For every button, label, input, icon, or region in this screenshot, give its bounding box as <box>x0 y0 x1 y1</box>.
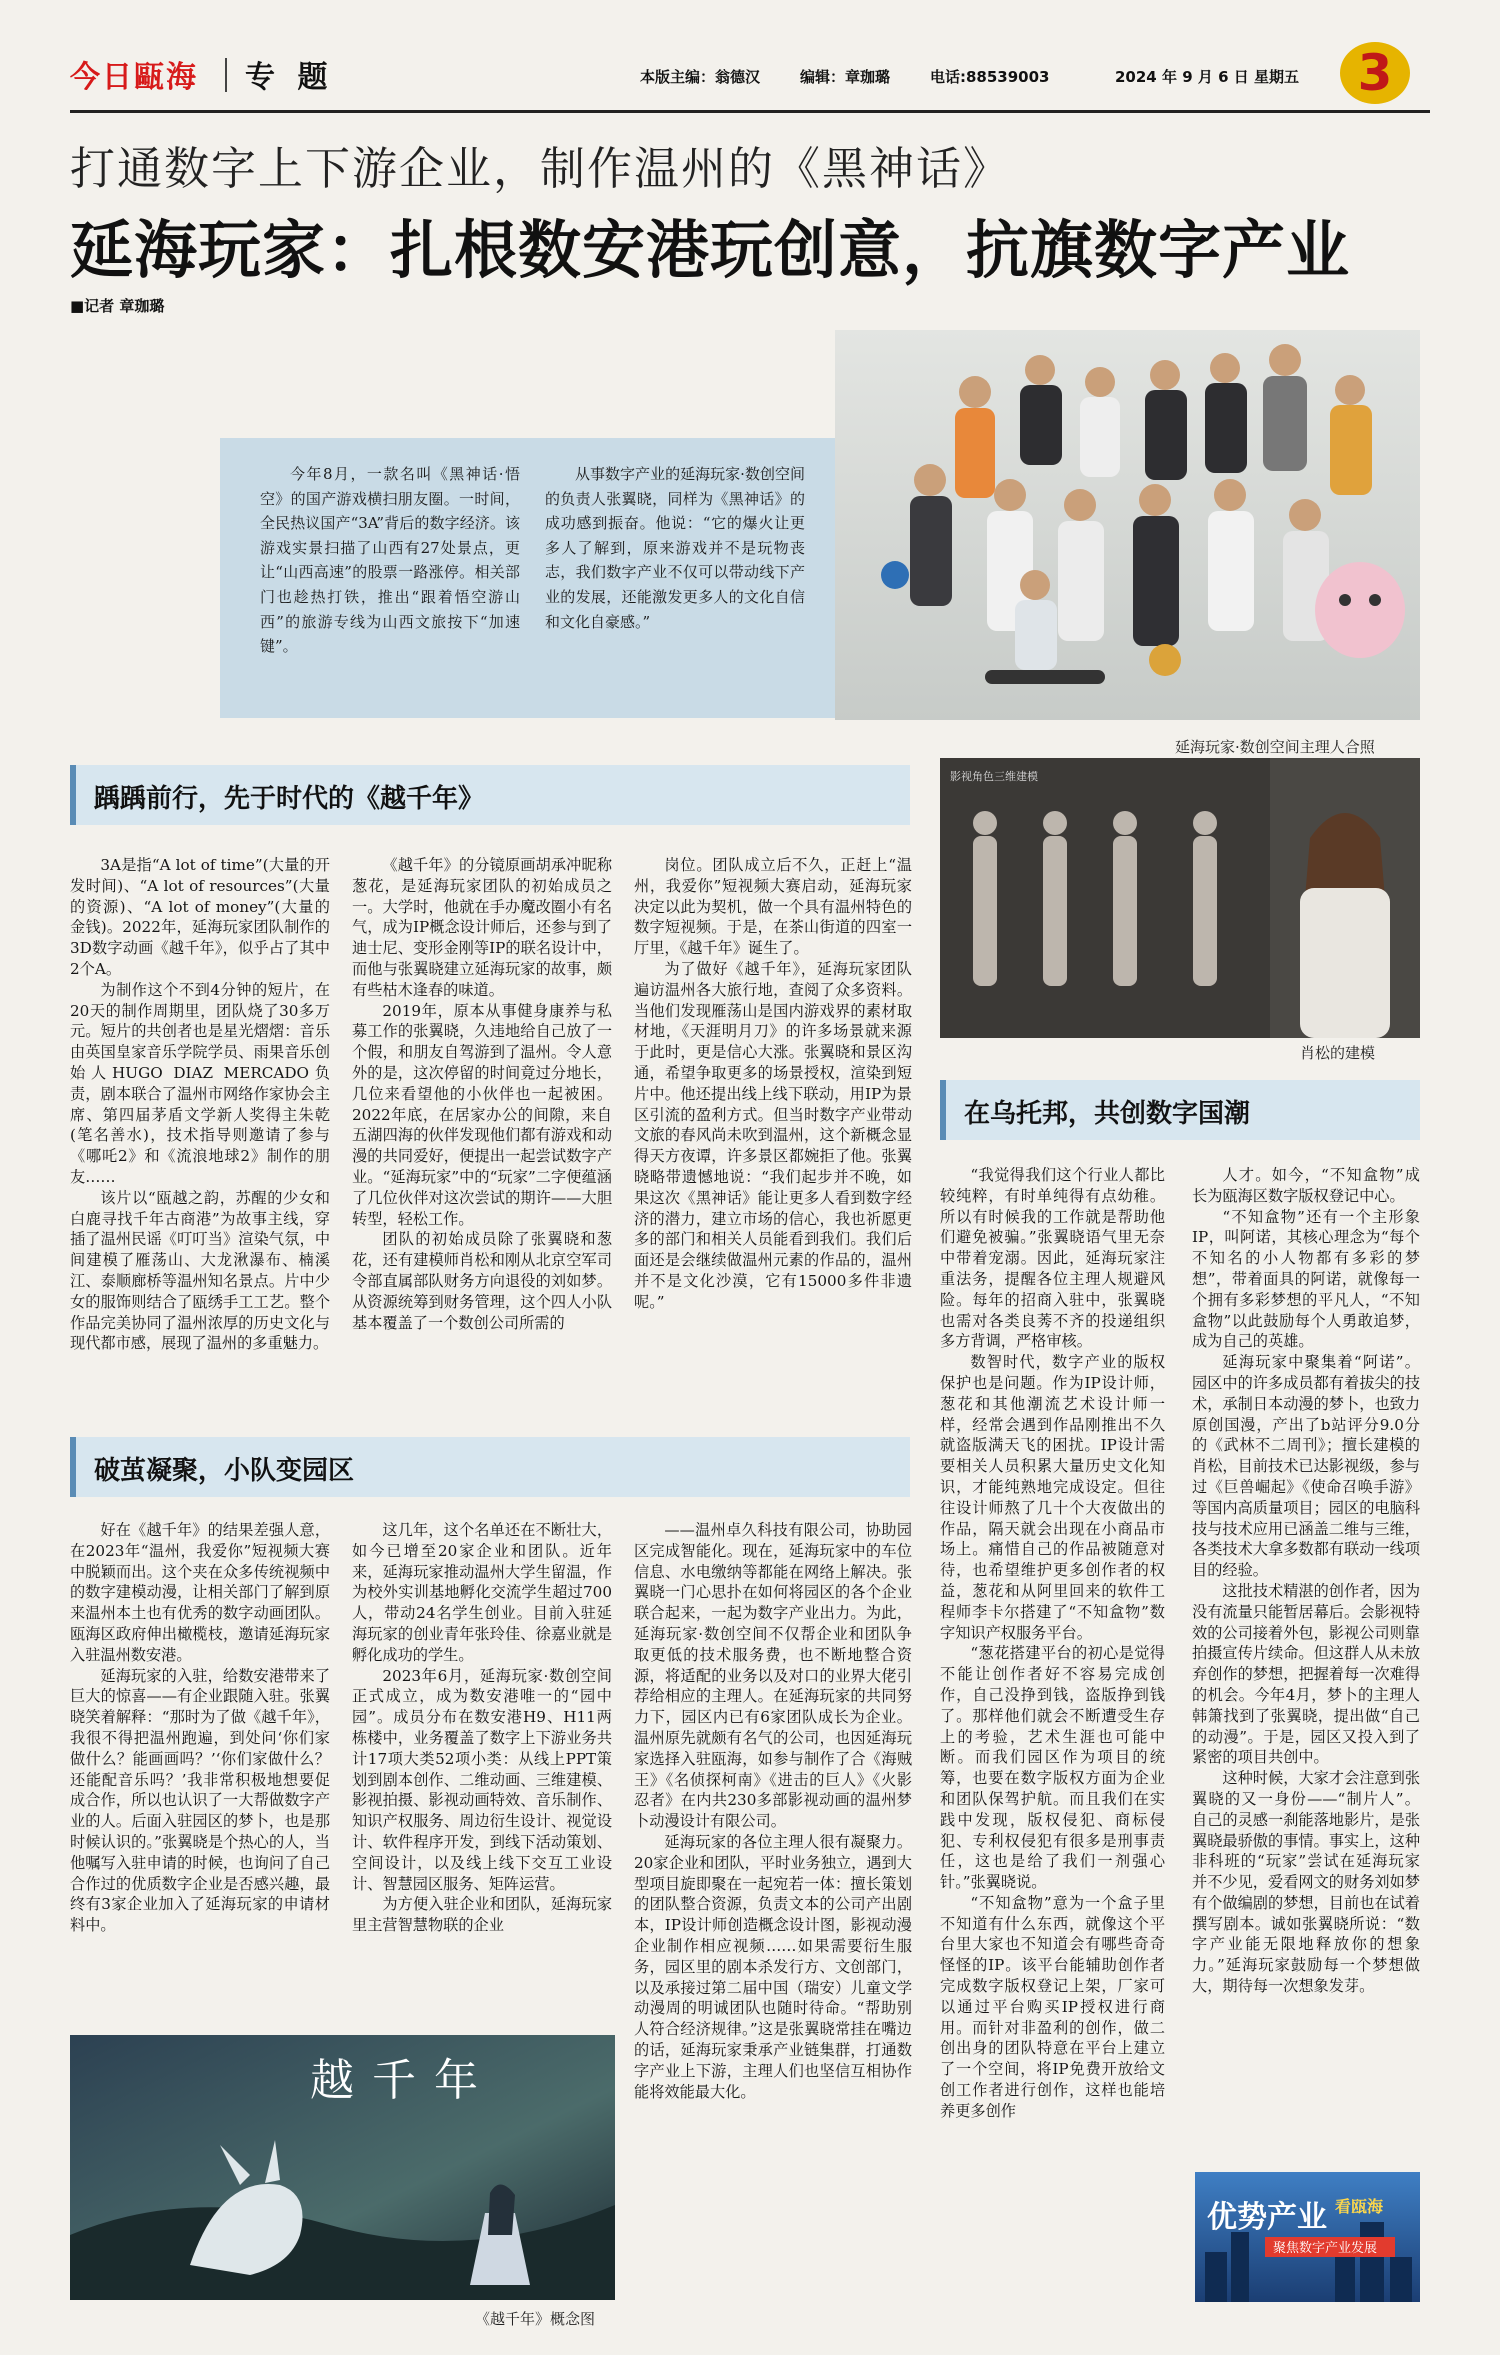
paragraph: ——温州卓久科技有限公司，协助园区完成智能化。现在，延海玩家中的车位信息、水电缴纳等都能在网络上解决。张翼晓一门心思扑在如何将园区的各个企业联合起来，一起为数字产业出力。为此，延海玩家·数创空间不仅帮企业和团队争取更低的技术服务费，也不断地整合资源，将适配的业务以及对口的业界大佬引荐给相应的主理人。在延海玩家的共同努力下，园区内已有6家团队成长为企业。温州原先就颇有名气的公司，也因延海玩家选择入驻瓯海，如参与制作了合《海贼王》《名侦探柯南》《进击的巨人》《火影忍者》在内共230多部影视动画的温州梦卜动漫设计有限公司。 <box>634 1521 912 1831</box>
page-number-badge: 3 <box>1340 42 1410 104</box>
newspaper-logo: 今日甌海 <box>70 60 198 95</box>
masthead-divider <box>225 58 227 92</box>
character-model-image <box>940 758 1420 1038</box>
editor-label: 编辑：章珈璐 <box>800 68 891 86</box>
paragraph: 这批技术精湛的创作者，因为没有流量只能暂居幕后。会影视特效的公司接着外包，影视公司则靠拍摄宣传片续命。但这群人从未放弃创作的梦想，把握着每一次难得的机会。今年4月，梦卜的主理人韩箫找到了张翼晓，提出做“自己的动漫”。于是，园区又投入到了紧密的项目共创中。 <box>1192 1581 1420 1767</box>
model-image-label: 影视角色三维建模 <box>950 770 1038 783</box>
paragraph: 这种时候，大家才会注意到张翼晓的又一身份——“制片人”。自己的灵感一刹能落地影片，是张翼晓最骄傲的事情。事实上，这种非科班的“玩家”尝试在延海玩家并不少见，爱看网文的财务刘如梦有个做编剧的梦想，目前也在试着撰写剧本。诚如张翼晓所说：“数字产业能无限地释放你的想象力。”延海玩家鼓励每一个梦想做大，期待每一次想象发芽。 <box>1192 1769 1420 1996</box>
masthead-rule <box>70 110 1430 113</box>
lead-paragraph-2: 从事数字产业的延海玩家·数创空间的负责人张翼晓，同样为《黑神话》的成功感到振奋。他说：“它的爆火让更多人了解到，原来游戏并不是玩物丧志，我们数字产业不仅可以带动线下产业的发展，还能激发更多人的文化自信和文化自豪感。” <box>545 465 805 631</box>
paragraph: 《越千年》的分镜原画胡承冲昵称葱花，是延海玩家团队的初始成员之一。大学时，他就在手办魔改圈小有名气，成为IP概念设计师后，还参与到了迪士尼、变形金刚等IP的联名设计中，而他与张翼晓建立延海玩家的故事，颇有些枯木逢春的味道。 <box>352 856 612 999</box>
group-photo-caption: 延海玩家·数创空间主理人合照 <box>1175 738 1375 756</box>
section2-column-1 <box>940 1165 1165 2305</box>
paragraph: 人才。如今，“不知盒物”成长为瓯海区数字版权登记中心。 <box>1192 1166 1420 1205</box>
section-title: 踽踽前行，先于时代的《越千年》 <box>94 784 485 814</box>
section-label: 专 题 <box>245 60 334 95</box>
section3-column-1 <box>70 1520 330 2030</box>
paragraph: 延海玩家中聚集着“阿诺”。园区中的许多成员都有着拔尖的技术，承制日本动漫的梦卜，也致力原创国漫，产出了b站评分9.0分的《武林不二周刊》；擅长建模的肖松，目前技术已达影视级，参与过《巨兽崛起》《使命召唤手游》等国内高质量项目；园区的电脑科技与技术应用已涵盖二维与三维，各类技术大拿多数都有联动一线项目的经验。 <box>1192 1353 1420 1580</box>
paragraph: “葱花搭建平台的初心是觉得不能让创作者好不容易完成创作，自己没挣到钱，盗版挣到钱了。那样他们就会不断遭受生存上的考验，艺术生涯也可能中断。而我们园区作为项目的统筹，也要在数字版权方面为企业和团队保驾护航。而且我们在实践中发现，版权侵犯、商标侵犯、专利权侵犯有很多是刑事责任，这也是给了我们一剂强心针。”张翼晓说。 <box>940 1644 1165 1892</box>
section3-column-2 <box>352 1520 612 2030</box>
promo-banner <box>1195 2172 1420 2302</box>
section-title: 破茧凝聚，小队变园区 <box>94 1456 355 1486</box>
lead-paragraph-1: 今年8月，一款名叫《黑神话·悟空》的国产游戏横扫朋友圈。一时间，全民热议国产“3A”背后的数字经济。该游戏实景扫描了山西有27处景点，更让“山西高速”的股票一路涨停。相关部门也趁热打铁，推出“跟着悟空游山西”的旅游专线为山西文旅按下“加速键”。 <box>260 465 520 656</box>
character-model-illustration <box>940 758 1420 1038</box>
paragraph: 该片以“瓯越之韵，苏醒的少女和白鹿寻找千年古商港”为故事主线，穿插了温州民谣《叮叮当》渲染气氛，中间建模了雁荡山、大龙湫瀑布、楠溪江、泰顺廊桥等温州知名景点。片中少女的服饰则结合了瓯绣手工工艺。整个作品完美协同了温州浓厚的历史文化与现代都市感，展现了温州的多重魅力。 <box>70 1188 330 1353</box>
paragraph: 为方便入驻企业和团队，延海玩家里主营智慧物联的企业 <box>352 1895 612 1935</box>
date-label: 2024 年 9 月 6 日 星期五 <box>1115 68 1299 86</box>
paragraph: 团队的初始成员除了张翼晓和葱花，还有建模师肖松和刚从北京空军司令部直属部队财务方向退役的刘如梦。从资源统筹到财务管理，这个四人小队基本覆盖了一个数创公司所需的 <box>352 1230 612 1332</box>
promo-banner-art <box>1195 2172 1420 2302</box>
phone-label: 电话:88539003 <box>930 68 1050 86</box>
masthead <box>70 44 1430 108</box>
section-header-utopia <box>940 1080 1420 1140</box>
promo-title: 优势产业 <box>1207 2200 1327 2235</box>
lead-box <box>220 438 835 718</box>
promo-subtitle: 看瓯海 <box>1335 2197 1384 2216</box>
paragraph: “我觉得我们这个行业人都比较纯粹，有时单纯得有点幼稚。所以有时候我的工作就是帮助他们避免被骗。”张翼晓语气里无奈中带着宠溺。因此，延海玩家注重法务，提醒各位主理人规避风险。每年的招商入驻中，张翼晓也需对各类良莠不齐的投递组织多方背调，严格审核。 <box>940 1166 1165 1351</box>
promo-tag: 聚焦数字产业发展 <box>1273 2241 1378 2256</box>
section-header-cocoon <box>70 1437 910 1497</box>
paragraph: 好在《越千年》的结果差强人意，在2023年“温州，我爱你”短视频大赛中脱颖而出。这个夹在众多传统视频中的数字建模动漫，让相关部门了解到原来温州本土也有优秀的数字动画团队。瓯海区政府伸出橄榄枝，邀请延海玩家入驻温州数安港。 <box>70 1521 330 1664</box>
paragraph: 延海玩家的各位主理人很有凝聚力。20家企业和团队，平时业务独立，遇到大型项目旋即聚在一起宛若一体：擅长策划的团队整合资源，负责文本的公司产出剧本，IP设计师创造概念设计图，影视动漫企业制作相应视频……如果需要衍生服务，园区里的剧本杀发行方、文创部门，以及承接过第二届中国（瑞安）儿童文学动漫周的明诚团队也随时待命。“帮助别人符合经济规律。”这是张翼晓常挂在嘴边的话，延海玩家秉承产业链集群，打通数字产业上下游，主理人们也坚信互相协作能将效能最大化。 <box>634 1832 912 2101</box>
byline: ■记者 章珈璐 <box>70 297 165 315</box>
section3-column-3 <box>634 1520 912 2310</box>
section-title: 在乌托邦，共创数字国潮 <box>964 1099 1251 1129</box>
paragraph: 3A是指“A lot of time”(大量的开发时间)、“A lot of resources”(大量的资源)、“A lot of money”(大量的金钱)。2022年，延海玩家团队制作的3D数字动画《越千年》，似乎占了其中2个A。 <box>70 856 330 978</box>
paragraph: 为了做好《越千年》，延海玩家团队遍访温州各大旅行地，查阅了众多资料。当他们发现雁荡山是国内游戏界的素材取材地，《天涯明月刀》的许多场景就来源于此时，更是信心大涨。张翼晓和景区沟通，希望争取更多的场景授权，渲染到短片中。他还提出线上线下联动，用IP为景区引流的盈利方式。但当时数字产业带动文旅的春风尚未吹到温州，这个新概念显得天方夜谭，许多景区都婉拒了他。张翼晓略带遗憾地说：“我们起步并不晚，如果这次《黑神话》能让更多人看到数字经济的潜力，建立市场的信心，我也祈愿更多的部门和相关人员能看到我们。我们后面还是会继续做温州元素的作品的，温州并不是文化沙漠，它有15000多件非遗呢。” <box>634 959 912 1311</box>
group-photo <box>835 330 1420 720</box>
paragraph: “不知盒物”还有一个主形象IP，叫阿诺，其核心理念为“每个不知名的小人物都有多彩的梦想”，带着面具的阿诺，就像每一个拥有多彩梦想的平凡人，“不知盒物”以此鼓励每个人勇敢追梦，成为自己的英雄。 <box>1192 1207 1420 1351</box>
concept-art-image <box>70 2035 615 2300</box>
concept-art-illustration <box>70 2035 615 2300</box>
section1-column-3 <box>634 855 912 1455</box>
paragraph: 这几年，这个名单还在不断壮大，如今已增至20家企业和团队。近年来，延海玩家推动温州大学生留温，作为校外实训基地孵化交流学生超过700人，带动24名学生创业。目前入驻延海玩家的创业青年张玲佳、徐嘉业就是孵化成功的学生。 <box>352 1521 612 1664</box>
paragraph: 2023年6月，延海玩家·数创空间正式成立，成为数安港唯一的“园中园”。成员分布在数安港H9、H11两栋楼中，业务覆盖了数字上下游业务共计17项大类52项小类：从线上PPT策划到剧本创作、二维动画、三维建模、影视拍摄、影视动画特效、音乐制作、知识产权服务、周边衍生设计、视觉设计、软件程序开发，到线下活动策划、空间设计，以及线上线下交互工业设计、智慧园区服务、矩阵运营。 <box>352 1666 612 1893</box>
paragraph: “不知盒物”意为一个盒子里不知道有什么东西，就像这个平台里大家也不知道会有哪些奇奇怪怪的IP。该平台能辅助创作者完成数字版权登记上架，厂家可以通过平台购买IP授权进行商用。而针对非盈利的创作，做二创出身的团队特意在平台上建立了一个空间，将IP免费开放给文创工作者进行创作，这样也能培养更多创作 <box>940 1893 1165 2120</box>
paragraph: 岗位。团队成立后不久，正赶上“温州，我爱你”短视频大赛启动，延海玩家决定以此为契机，做一个具有温州特色的数字短视频。于是，在茶山街道的四室一厅里，《越千年》诞生了。 <box>634 856 912 958</box>
section-header-yueqiannian <box>70 765 910 825</box>
model-image-caption: 肖松的建模 <box>1300 1044 1376 1062</box>
section1-column-2 <box>352 855 612 1455</box>
section1-column-1 <box>70 855 330 1455</box>
main-headline: 延海玩家：扎根数安港玩创意，抗旗数字产业 <box>70 213 1350 287</box>
paragraph: 数智时代，数字产业的版权保护也是问题。作为IP设计师，葱花和其他潮流艺术设计师一样，经常会遇到作品刚推出不久就盗版满天飞的困扰。IP设计需要相关人员积累大量历史文化知识，才能纯熟地完成设定。但往往设计师熬了几十个大夜做出的作品，隔天就会出现在小商品市场上。痛惜自己的作品被随意对待，也希望维护更多创作者的权益，葱花和从阿里回来的软件工程师李卡尔搭建了“不知盒物”数字知识产权服务平台。 <box>940 1353 1165 1642</box>
chief-editor-label: 本版主编：翁德汉 <box>640 68 761 86</box>
paragraph: 2019年，原本从事健身康养与私募工作的张翼晓，久违地给自己放了一个假，和朋友自驾游到了温州。令人意外的是，这次停留的时间竟过分地长，几位来看望他的小伙伴也一起被困。2022年底，在居家办公的间隙，来自五湖四海的伙伴发现他们都有游戏和动漫的共同爱好，便提出一起尝试数字产业。“延海玩家”中的“玩家”二字便蕴涵了几位伙伴对这次尝试的期许——大胆转型，轻松工作。 <box>352 1001 612 1228</box>
kicker-title: 打通数字上下游企业，制作温州的《黑神话》 <box>70 142 1011 195</box>
concept-art-caption: 《越千年》概念图 <box>475 2310 596 2328</box>
concept-art-title: 越千年 <box>310 2055 496 2106</box>
paragraph: 延海玩家的入驻，给数安港带来了巨大的惊喜——有企业跟随入驻。张翼晓笑着解释：“那时为了做《越千年》，我很不得把温州跑遍，到处问‘你们家做什么？能画画吗？’‘你们家做什么？还能配音乐吗？’我非常积极地想要促成合作，所以也认识了一大帮做数字产业的人。后面入驻园区的梦卜，也是那时候认识的。”张翼晓是个热心的人，当他嘱写入驻申请的时候，也询问了自己合作过的优质数字企业是否感兴趣，最终有3家企业加入了延海玩家的申请材料中。 <box>70 1666 330 1935</box>
group-photo-illustration <box>835 330 1420 720</box>
paragraph: 为制作这个不到4分钟的短片，在20天的制作周期里，团队烧了30多万元。短片的共创者也是星光熠熠：音乐由英国皇家音乐学院学员、雨果音乐创始人HUGO DIAZ MERCADO负责，剧本联合了温州市网络作家协会主席、第四届茅盾文学新人奖得主朱乾(笔名善水)，技术指导则邀请了参与《哪吒2》和《流浪地球2》制作的朋友…… <box>70 980 330 1186</box>
section2-column-2 <box>1192 1165 1420 2165</box>
